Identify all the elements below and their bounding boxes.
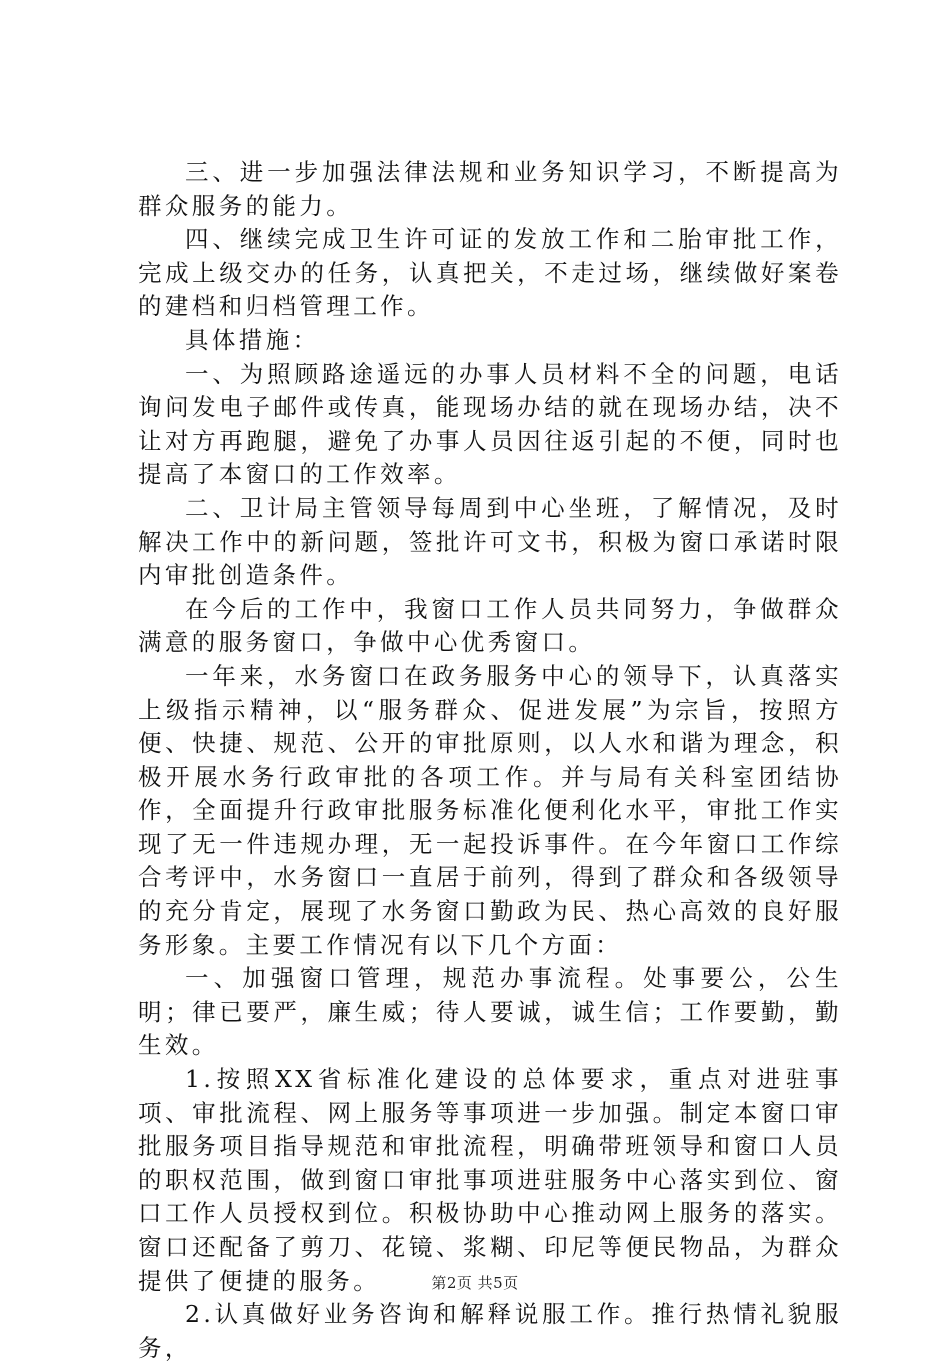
document-body xyxy=(138,156,842,1365)
paragraph-item-2: 2.认真做好业务咨询和解释说服工作。推行热情礼貌服务， xyxy=(138,1300,842,1362)
paragraph-measure-2: 二、卫计局主管领导每周到中心坐班，了解情况，及时解决工作中的新问题，签批许可文书，积极为窗口承诺时限内审批创造条件。 xyxy=(138,493,842,590)
paragraph-section-4: 四、继续完成卫生许可证的发放工作和二胎审批工作，完成上级交办的任务，认真把关，不走过场，继续做好案卷的建档和归档管理工作。 xyxy=(138,225,842,321)
paragraph-measure-1: 一、为照顾路途遥远的办事人员材料不全的问题，电话询问发电子邮件或传真，能现场办结的就在现场办结，决不让对方再跑腿，避免了办事人员因往返引起的不便，同时也提高了本窗口的工作效率。 xyxy=(138,359,842,489)
paragraph-window-management: 一、加强窗口管理，规范办事流程。处事要公，公生明；律已要严，廉生威；待人要诚，诚生信；工作要勤，勤生效。 xyxy=(138,964,842,1060)
page-number-footer: 第2页 共5页 xyxy=(431,1274,519,1292)
paragraph-future-work: 在今后的工作中，我窗口工作人员共同努力，争做群众满意的服务窗口，争做中心优秀窗口。 xyxy=(138,594,842,657)
paragraph-water-window-summary: 一年来，水务窗口在政务服务中心的领导下，认真落实上级指示精神，以“服务群众、促进发展”为宗旨，按照方便、快捷、规范、公开的审批原则，以人水和谐为理念，积极开展水务行政审批的各项工作。并与局有关科室团结协作，全面提升行政审批服务标准化便利化水平，审批工作实现了无一件违规办理，无一起投诉事件。在今年窗口工作综合考评中，水务窗口一直居于前列，得到了群众和各级领导的充分肯定，展现了水务窗口勤政为民、热心高效的良好服务形象。主要工作情况有以下几个方面： xyxy=(138,661,842,959)
paragraph-measures-heading: 具体措施： xyxy=(185,325,320,354)
paragraph-item-1: 1.按照XX省标准化建设的总体要求，重点对进驻事项、审批流程、网上服务等事项进一步加强。制定本窗口审批服务项目指导规范和审批流程，明确带班领导和窗口人员的职权范围，做到窗口审批事项进驻服务中心落实到位、窗口工作人员授权到位。积极协助中心推动网上服务的落实。窗口还配备了剪刀、花镜、浆糊、印尼等便民物品，为群众提供了便捷的服务。 xyxy=(138,1065,842,1295)
paragraph-section-3: 三、进一步加强法律法规和业务知识学习，不断提高为群众服务的能力。 xyxy=(138,158,842,220)
